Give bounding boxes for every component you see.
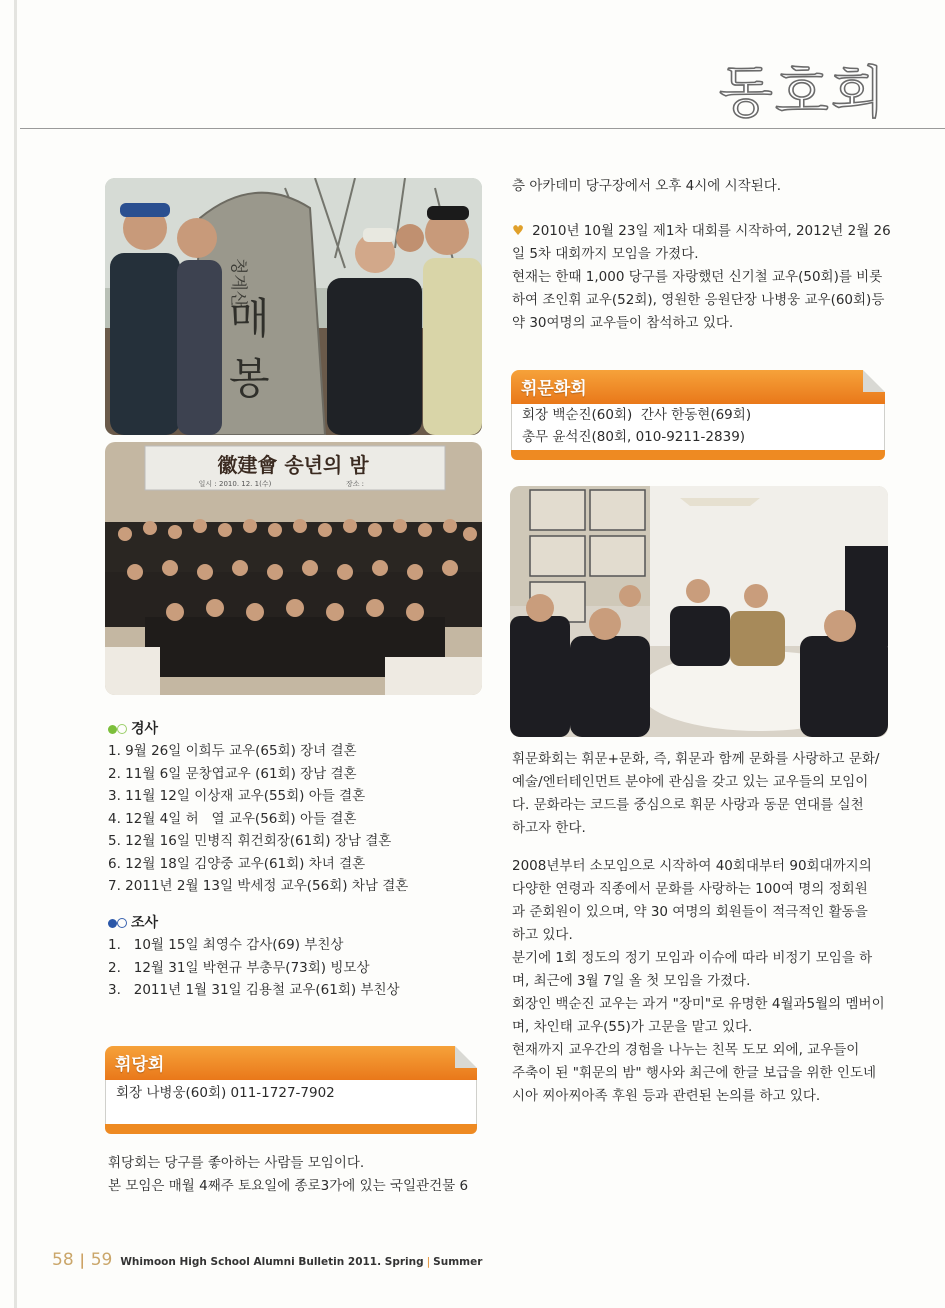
hwimun-title: 휘문화회 [521,379,587,399]
hwimun-box-bottom [511,450,885,460]
history-line: 하여 조인휘 교우(52회), 영원한 응원단장 나병웅 교우(60회)등 [512,292,885,308]
list-item: 3. 11월 12일 이상재 교우(55회) 아들 결혼 [108,788,366,804]
josa-section [108,912,400,1002]
party-banner-place: 장소 : [345,480,365,488]
hwimun-desc-line: 분기에 1회 정도의 정기 모임과 이슈에 따라 비정기 모임을 하 [512,950,873,966]
list-item: 5. 12월 16일 민병직 휘건회장(61회) 장남 결혼 [108,833,392,849]
season-separator: | [426,1256,431,1268]
hwimun-banner [511,370,885,404]
hwimun-desc-line: 며, 최근에 3월 7일 올 첫 모임을 가졌다. [512,973,751,989]
party-banner-text: 徽建會 송년의 밤 [217,453,369,477]
josa-title: 조사 [131,915,159,931]
billiards-continued [512,175,781,198]
hwidang-box-bottom [105,1124,477,1134]
hwimun-desc-line: 2008년부터 소모임으로 시작하여 40회대부터 90회대까지의 [512,858,872,874]
history-line: 현재는 한때 1,000 당구를 자랑했던 신기철 교우(50회)를 비롯 [512,269,883,285]
list-item: 1. 9월 26일 이희두 교우(65회) 장녀 결혼 [108,743,357,759]
hwimun-desc-line: 하고자 한다. [512,820,586,836]
stone-small-text: 청계산 [228,258,248,308]
list-item: 4. 12월 4일 허 열 교우(56회) 아들 결혼 [108,810,357,827]
hwidang-title: 휘당회 [115,1055,165,1075]
page-title: 동호회 [718,61,887,126]
hwimun-desc-line: 다양한 연령과 직종에서 문화를 사랑하는 100여 명의 정회원 [512,881,868,897]
hwimun-info-2: 총무 윤석진(80회, 010-9211-2839) [522,429,746,445]
group-party-photo [105,442,482,695]
gyeongsa-list [108,740,408,898]
hwimun-desc-line: 휘문화회는 휘문+문화, 즉, 휘문과 함께 문화를 사랑하고 문화/ [512,751,880,767]
history-text: 2010년 10월 23일 제1차 대회를 시작하여, 2012년 2월 26 [532,223,891,239]
publication-name: Whimoon High School Alumni Bulletin 2011. Spring [120,1256,424,1268]
hwidang-desc-line: 휘당회는 당구를 좋아하는 사람들 모임이다. [108,1155,365,1171]
hwimun-desc-line: 주축이 된 "휘문의 밤" 행사와 최근에 한글 보급을 위한 인도네 [512,1065,877,1081]
josa-list [108,934,400,1002]
list-item: 1. 10월 15일 최영수 감사(69) 부친상 [108,937,344,953]
list-item: 7. 2011년 2월 13일 박세정 교우(56회) 차남 결혼 [108,878,409,894]
history-line: 약 30여명의 교우들이 참석하고 있다. [512,315,734,331]
stone-big-text-2: 봉 [229,354,270,403]
season-name: Summer [433,1256,483,1268]
hwimun-desc-line: 하고 있다. [512,927,573,943]
green-ring-icon [117,724,127,734]
dinner-meeting-photo [510,486,888,737]
page-number-right: 59 [90,1250,113,1270]
blue-ring-icon [117,918,127,928]
hwidang-info: 회장 나병웅(60회) 011-1727-7902 [116,1085,335,1101]
header-rule [20,128,945,129]
history-line: 일 5차 대회까지 모임을 가졌다. [512,246,699,262]
hwidang-desc-line: 본 모임은 매월 4째주 토요일에 종로3가에 있는 국일관건물 6 [108,1178,469,1194]
page-footer [52,1250,482,1270]
party-banner-date: 일시 : 2010. 12. 1(수) [198,480,272,488]
josa-heading [108,912,400,934]
hwidang-description [108,1152,468,1198]
hwidang-banner [105,1046,477,1080]
hwimun-desc-line: 시아 찌아찌아족 후원 등과 관련된 논의를 하고 있다. [512,1088,821,1104]
gyeongsa-section [108,718,408,898]
list-item: 2. 12월 31일 박현규 부총무(73회) 빙모상 [108,959,370,976]
hiking-photo [105,178,482,435]
gyeongsa-title: 경사 [131,721,159,737]
hwidang-info-box [105,1080,477,1124]
page-separator: | [79,1251,85,1269]
billiards-history [512,220,892,335]
green-dot-icon [108,725,117,734]
blue-dot-icon [108,919,117,928]
hwimun-desc-line: 과 준회원이 있으며, 약 30 여명의 회원들이 적극적인 활동을 [512,904,868,920]
list-item: 2. 11월 6일 문창엽교우 (61회) 장남 결혼 [108,765,357,782]
hwimun-desc-line: 다. 문화라는 코드를 중심으로 휘문 사랑과 동문 연대를 실천 [512,797,864,813]
continued-line: 층 아카데미 당구장에서 오후 4시에 시작된다. [512,178,782,194]
hwimun-desc-line: 며, 차인태 교우(55)가 고문을 맡고 있다. [512,1019,753,1035]
hwimun-info-1: 회장 백순진(60회) 간사 한동현(69회) [522,407,752,423]
page-spine [14,0,17,1308]
history-line [512,220,892,243]
list-item: 3. 2011년 1월 31일 김용철 교우(61회) 부친상 [108,982,400,998]
heart-icon: ♥ [512,223,525,239]
hwimun-info-box [511,404,885,450]
list-item: 6. 12월 18일 김양중 교우(61회) 차녀 결혼 [108,855,366,872]
gyeongsa-heading [108,718,408,740]
hwimun-description-2 [512,855,892,1108]
hwimun-desc-line: 회장인 백순진 교우는 과거 "장미"로 유명한 4월과5월의 멤버이 [512,996,885,1012]
hwimun-desc-line: 예술/엔터테인먼트 분야에 관심을 갖고 있는 교우들의 모임이 [512,774,869,790]
hwimun-description-1 [512,748,892,840]
page-fold-icon [455,1046,477,1068]
page-fold-icon [863,370,885,392]
stone-big-text-1: 매 [229,294,270,343]
hwimun-desc-line: 현재까지 교우간의 경험을 나누는 친목 도모 외에, 교우들이 [512,1042,860,1058]
page-number-left: 58 [52,1250,74,1270]
